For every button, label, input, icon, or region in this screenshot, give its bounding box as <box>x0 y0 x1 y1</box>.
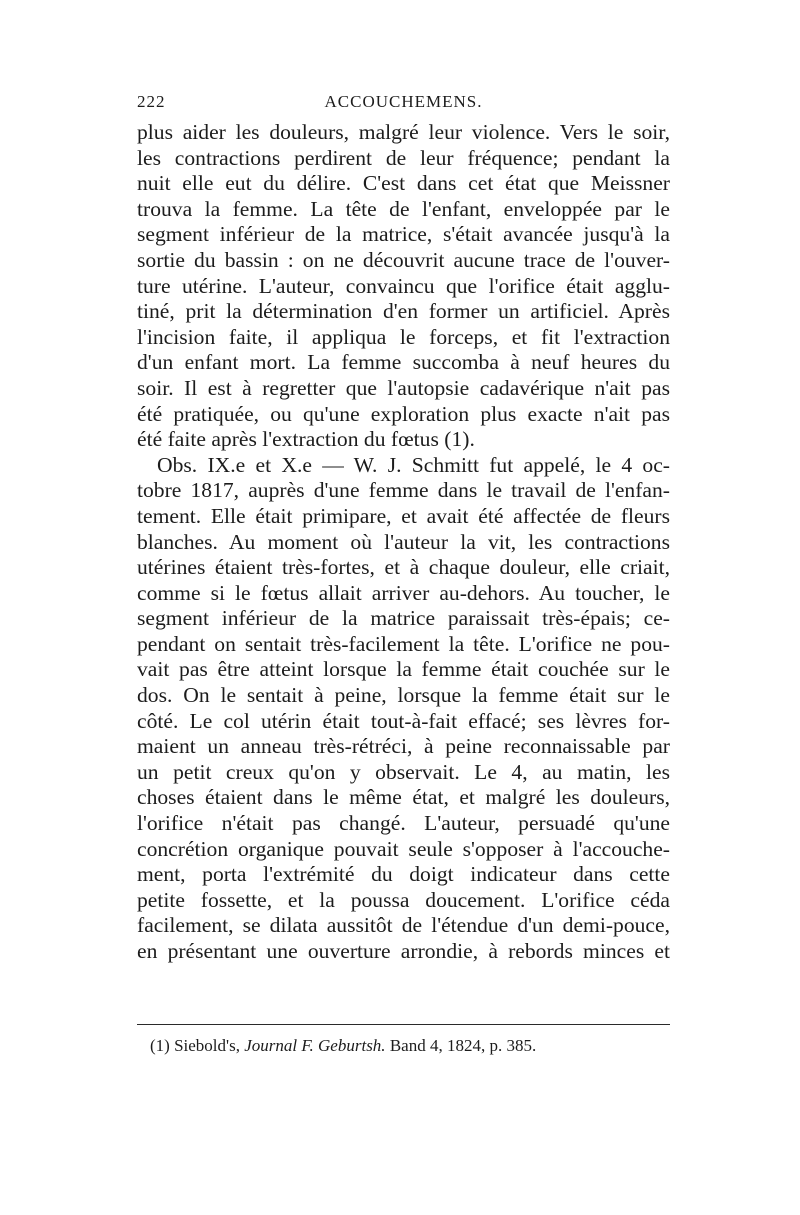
text-line: soir. Il est à regretter que l'autopsie cadavérique n'ait pas <box>137 375 670 400</box>
footnote-marker: (1) Siebold's, <box>150 1036 245 1055</box>
text-line: ment, porta l'extrémité du doigt indicateur dans cette <box>137 862 670 887</box>
text-line: un petit creux qu'on y observait. Le 4, au matin, les <box>137 759 670 784</box>
footnote <box>150 1035 670 1057</box>
text-line: en présentant une ouverture arrondie, à rebords minces et <box>137 939 670 963</box>
text-line: dos. On le sentait à peine, lorsque la femme était sur le <box>137 683 670 708</box>
text-line: d'un enfant mort. La femme succomba à neuf heures du <box>137 350 670 375</box>
text-line: l'orifice n'était pas changé. L'auteur, persuadé qu'une <box>137 811 670 836</box>
text-line: petite fossette, et la poussa doucement. L'orifice céda <box>137 887 670 912</box>
text-line: choses étaient dans le même état, et malgré les douleurs, <box>137 785 670 810</box>
text-line: trouva la femme. La tête de l'enfant, enveloppée par le <box>137 196 670 221</box>
text-line: tement. Elle était primipare, et avait été affectée de fleurs <box>137 503 670 528</box>
footnote-divider <box>137 1024 670 1025</box>
text-line: les contractions perdirent de leur fréquence; pendant la <box>137 145 670 170</box>
text-line: utérines étaient très-fortes, et à chaque douleur, elle criait, <box>137 555 670 580</box>
text-line: tiné, prit la détermination d'en former un artificiel. Après <box>137 299 670 324</box>
text-line: l'incision faite, il appliqua le forceps, et fit l'extraction <box>137 324 670 349</box>
text-line: sortie du bassin : on ne découvrit aucune trace de l'ouver- <box>137 247 670 272</box>
footnote-journal-title: Journal F. Geburtsh. <box>244 1036 386 1055</box>
text-line: Obs. IX.e et X.e — W. J. Schmitt fut appelé, le 4 oc- <box>157 452 670 477</box>
footnote-reference: Band 4, 1824, p. 385. <box>385 1036 537 1055</box>
page-header <box>137 92 670 120</box>
text-line: côté. Le col utérin était tout-à-fait effacé; ses lèvres for- <box>137 708 670 733</box>
text-line: facilement, se dilata aussitôt de l'étendue d'un demi-pouce, <box>137 913 670 938</box>
running-title: ACCOUCHEMENS. <box>324 92 483 111</box>
text-line: pendant on sentait très-facilement la tête. L'orifice ne pou- <box>137 631 670 656</box>
body-text <box>137 120 670 965</box>
text-line: vait pas être atteint lorsque la femme était couchée sur le <box>137 657 670 682</box>
text-line: tobre 1817, auprès d'une femme dans le travail de l'enfan- <box>137 478 670 503</box>
text-line: été pratiquée, ou qu'une exploration plus exacte n'ait pas <box>137 401 670 426</box>
text-line: été faite après l'extraction du fœtus (1). <box>137 427 475 452</box>
text-line: ture utérine. L'auteur, convaincu que l'orifice était agglu- <box>137 273 670 298</box>
text-line: maient un anneau très-rétréci, à peine reconnaissable par <box>137 734 670 759</box>
text-line: nuit elle eut du délire. C'est dans cet état que Meissner <box>137 171 670 196</box>
text-line: segment inférieur de la matrice paraissait très-épais; ce- <box>137 606 670 631</box>
text-line: comme si le fœtus allait arriver au-dehors. Au toucher, le <box>137 580 670 605</box>
text-line: plus aider les douleurs, malgré leur violence. Vers le soir, <box>137 120 670 144</box>
text-line: blanches. Au moment où l'auteur la vit, les contractions <box>137 529 670 554</box>
text-line: segment inférieur de la matrice, s'était avancée jusqu'à la <box>137 222 670 247</box>
text-line: concrétion organique pouvait seule s'opposer à l'accouche- <box>137 836 670 861</box>
page-number: 222 <box>137 92 166 111</box>
